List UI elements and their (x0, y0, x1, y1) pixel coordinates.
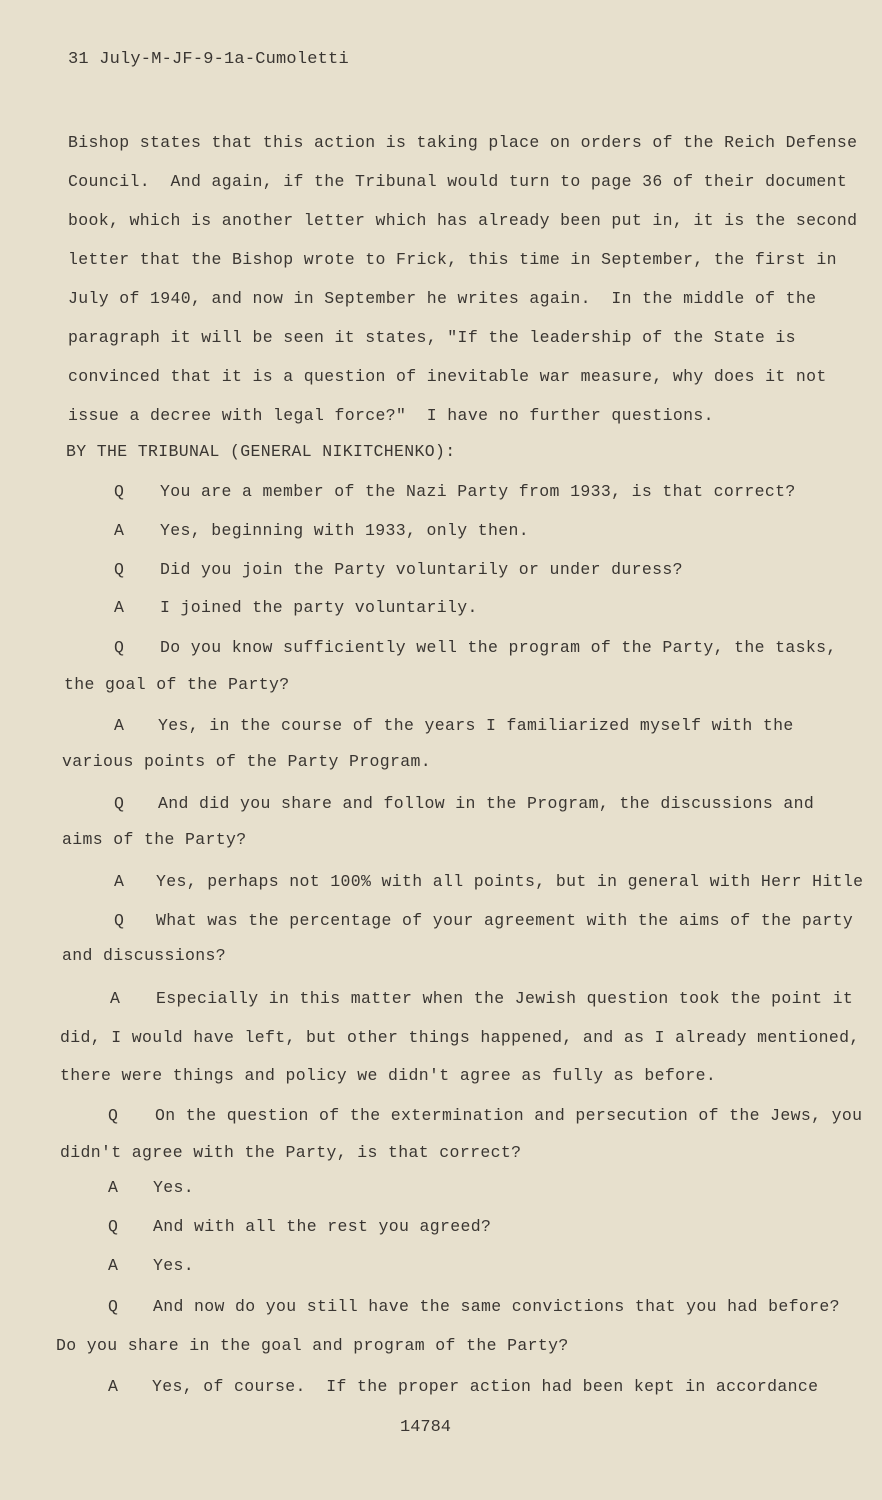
paragraph-line: July of 1940, and now in September he writes again. In the middle of the (68, 289, 817, 308)
question-text: didn't agree with the Party, is that correct? (60, 1143, 522, 1162)
answer-text: there were things and policy we didn't agree as fully as before. (60, 1066, 717, 1085)
page-header: 31 July-M-JF-9-1a-Cumoletti (68, 50, 349, 69)
answer-text: Yes, of course. If the proper action had been kept in accordance (152, 1377, 819, 1396)
answer-text: I joined the party voluntarily. (160, 598, 478, 617)
paragraph-line: convinced that it is a question of inevitable war measure, why does it not (68, 367, 827, 386)
answer-marker: A (114, 872, 124, 891)
speaker-heading: BY THE TRIBUNAL (GENERAL NIKITCHENKO): (66, 442, 456, 461)
question-text: What was the percentage of your agreement with the aims of the party (156, 911, 854, 930)
question-marker: Q (108, 1297, 118, 1316)
answer-marker: A (114, 598, 124, 617)
question-text: And now do you still have the same convictions that you had before? (153, 1297, 840, 1316)
question-text: You are a member of the Nazi Party from 1933, is that correct? (160, 482, 796, 501)
paragraph-line: letter that the Bishop wrote to Frick, this time in September, the first in (68, 250, 837, 269)
question-text: And did you share and follow in the Program, the discussions and (158, 794, 815, 813)
answer-text: various points of the Party Program. (62, 752, 432, 771)
answer-marker: A (108, 1377, 118, 1396)
answer-text: Yes, perhaps not 100% with all points, but in general with Herr Hitle (156, 872, 864, 891)
question-marker: Q (114, 911, 124, 930)
question-marker: Q (114, 560, 124, 579)
answer-text: Yes. (153, 1256, 195, 1275)
question-marker: Q (114, 482, 124, 501)
answer-marker: A (108, 1178, 118, 1197)
answer-text: Yes, beginning with 1933, only then. (160, 521, 530, 540)
question-text: Do you know sufficiently well the program of the Party, the tasks, (160, 638, 837, 657)
question-marker: Q (114, 638, 124, 657)
paragraph-line: issue a decree with legal force?" I have no further questions. (68, 406, 714, 425)
paragraph-line: Council. And again, if the Tribunal would turn to page 36 of their document (68, 172, 848, 191)
question-text: the goal of the Party? (64, 675, 290, 694)
question-marker: Q (114, 794, 124, 813)
answer-marker: A (108, 1256, 118, 1275)
paragraph-line: book, which is another letter which has already been put in, it is the second (68, 211, 858, 230)
answer-text: Yes. (153, 1178, 195, 1197)
answer-marker: A (114, 521, 124, 540)
page-number: 14784 (400, 1418, 452, 1437)
answer-text: did, I would have left, but other things happened, and as I already mentioned, (60, 1028, 860, 1047)
question-text: Did you join the Party voluntarily or under duress? (160, 560, 683, 579)
answer-marker: A (110, 989, 120, 1008)
question-text: On the question of the extermination and persecution of the Jews, you (155, 1106, 863, 1125)
paragraph-line: paragraph it will be seen it states, "If the leadership of the State is (68, 328, 796, 347)
question-marker: Q (108, 1106, 118, 1125)
question-text: aims of the Party? (62, 830, 247, 849)
answer-marker: A (114, 716, 124, 735)
question-marker: Q (108, 1217, 118, 1236)
question-text: And with all the rest you agreed? (153, 1217, 492, 1236)
paragraph-line: Bishop states that this action is taking place on orders of the Reich Defense (68, 133, 858, 152)
answer-text: Yes, in the course of the years I familiarized myself with the (158, 716, 794, 735)
answer-text: Especially in this matter when the Jewish question took the point it (156, 989, 854, 1008)
question-text: Do you share in the goal and program of the Party? (56, 1336, 569, 1355)
question-text: and discussions? (62, 946, 227, 965)
